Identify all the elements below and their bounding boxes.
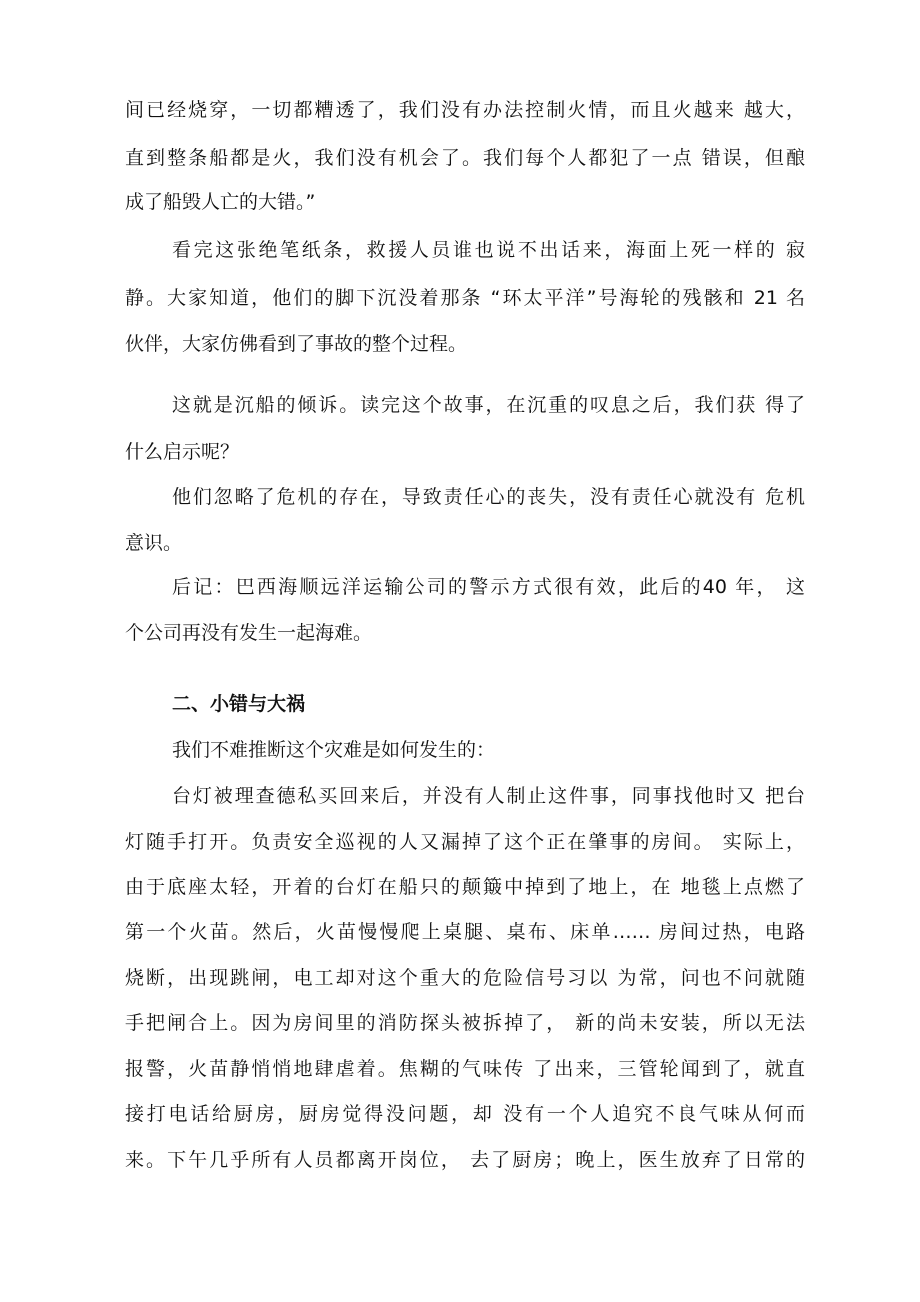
paragraph-2-line-1: 看完这张绝笔纸条，救援人员谁也说不出话来，海面上死一样的 寂 — [172, 239, 805, 261]
section-body-line-1: 台灯被理查德私买回来后，并没有人制止这件事，同事找他时又 把台 — [172, 785, 805, 807]
section-body-line-9: 来。下午几乎所有人员都离开岗位， 去了厨房；晚上，医生放弃了日常的 — [125, 1149, 805, 1171]
paragraph-5-line-2: 个公司再没有发生一起海难。 — [125, 622, 373, 644]
section-body-line-3: 由于底座太轻，开着的台灯在船只的颠簸中掉到了地上，在 地毯上点燃了 — [125, 876, 805, 898]
paragraph-1-line-1: 间已经烧穿，一切都糟透了，我们没有办法控制火情，而且火越来 越大， — [125, 99, 805, 121]
paragraph-3-line-2: 什么启示呢？ — [125, 441, 240, 463]
section-body-line-5: 烧断，出现跳闸，电工却对这个重大的危险信号习以 为常，问也不问就随 — [125, 967, 805, 989]
section-body-line-4: 第一个火苗。然后，火苗慢慢爬上桌腿、桌布、床单…… 房间过热，电路 — [125, 921, 805, 943]
paragraph-5-line-1: 后记：巴西海顺远洋运输公司的警示方式很有效，此后的40 年， 这 — [172, 576, 805, 598]
section-intro: 我们不难推断这个灾难是如何发生的： — [172, 739, 496, 761]
section-body-line-7: 报警，火苗静悄悄地肆虐着。焦糊的气味传 了出来，三管轮闻到了，就直 — [125, 1058, 805, 1080]
section-body-line-8: 接打电话给厨房，厨房觉得没问题，却 没有一个人追究不良气味从何而 — [125, 1103, 805, 1125]
paragraph-2-line-2: 静。大家知道，他们的脚下沉没着那条 “环太平洋”号海轮的残骸和 21 名 — [125, 287, 805, 309]
section-body-line-2: 灯随手打开。负责安全巡视的人又漏掉了这个正在肇事的房间。 实际上， — [125, 831, 805, 853]
paragraph-4-line-2: 意识。 — [125, 532, 183, 554]
section-heading: 二、小错与大祸 — [172, 693, 306, 715]
paragraph-4-line-1: 他们忽略了危机的存在，导致责任心的丧失，没有责任心就没有 危机 — [172, 486, 805, 508]
paragraph-3-line-1: 这就是沉船的倾诉。读完这个故事，在沉重的叹息之后，我们获 得了 — [172, 394, 805, 416]
paragraph-1-line-3: 成了船毁人亡的大错。” — [125, 191, 316, 213]
paragraph-2-line-3: 伙伴，大家仿佛看到了事故的整个过程。 — [125, 333, 468, 355]
paragraph-1-line-2: 直到整条船都是火，我们没有机会了。我们每个人都犯了一点 错误，但酿 — [125, 147, 805, 169]
section-body-line-6: 手把闸合上。因为房间里的消防探头被拆掉了， 新的尚未安装，所以无法 — [125, 1012, 805, 1034]
